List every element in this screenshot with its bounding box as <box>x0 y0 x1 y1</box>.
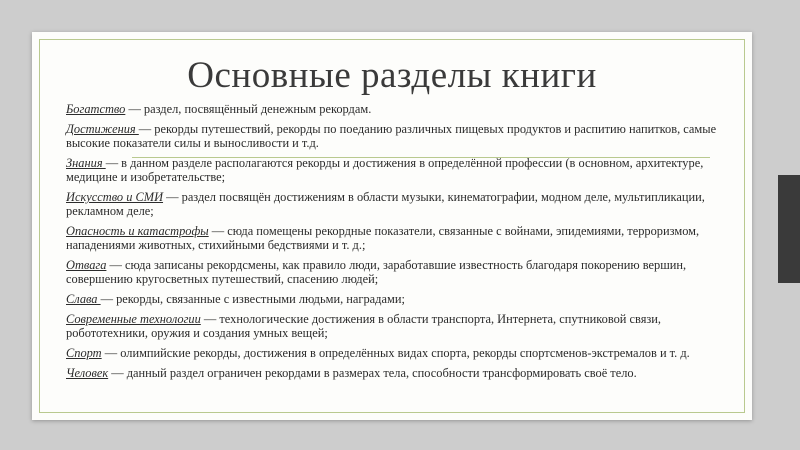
section-term: Знания <box>66 156 106 170</box>
list-item <box>66 346 722 360</box>
section-description: — раздел, посвящённый денежным рекордам. <box>125 102 372 116</box>
section-description: — рекорды, связанные с известными людьми, наградами; <box>100 292 405 306</box>
section-term: Богатство <box>66 102 126 116</box>
section-description: — раздел посвящён достижениям в области музыки, кинематографии, модном деле, мультипликации, рекламном деле; <box>66 190 705 218</box>
sections-list <box>66 102 722 386</box>
list-item <box>66 258 722 286</box>
section-term: Отвага <box>66 258 107 272</box>
list-item <box>66 292 722 306</box>
section-description: — сюда помещены рекордные показатели, связанные с войнами, эпидемиями, терроризмом, нападениями животных, стихийными бедствиями и т. д.; <box>66 224 700 252</box>
section-description: — данный раздел ограничен рекордами в размерах тела, способности трансформировать своё тело. <box>108 366 637 380</box>
side-panel-tab[interactable] <box>778 175 800 283</box>
list-item <box>66 156 722 184</box>
section-term: Слава <box>66 292 101 306</box>
list-item <box>66 224 722 252</box>
section-description: — сюда записаны рекордсмены, как правило люди, заработавшие известность благодаря покорению вершин, совершению кругосветных путешествий, спасению людей; <box>66 258 687 286</box>
section-description: — технологические достижения в области транспорта, Интернета, спутниковой связи, робототехники, оружия и создания умных вещей; <box>66 312 662 340</box>
list-item <box>66 122 722 150</box>
section-term: Современные технологии <box>66 312 201 326</box>
section-term: Спорт <box>66 346 102 360</box>
section-description: — олимпийские рекорды, достижения в определённых видах спорта, рекорды спортсменов-экстремалов и т. д. <box>101 346 690 360</box>
section-description: — рекорды путешествий, рекорды по поеданию различных пищевых продуктов и распитию напитков, самые высокие показатели силы и выносливости и т.д. <box>66 122 717 150</box>
list-item <box>66 366 722 380</box>
list-item <box>66 312 722 340</box>
section-term: Опасность и катастрофы <box>66 224 209 238</box>
list-item <box>66 102 722 116</box>
section-term: Искусство и СМИ <box>66 190 164 204</box>
section-term: Человек <box>66 366 109 380</box>
slide <box>32 32 752 420</box>
slide-title: Основные разделы книги <box>187 55 597 96</box>
section-description: — в данном разделе располагаются рекорды и достижения в определённой профессии (в основном, архитектуре, медицине и изобретательстве; <box>66 156 704 184</box>
section-term: Достижения <box>66 122 139 136</box>
list-item <box>66 190 722 218</box>
